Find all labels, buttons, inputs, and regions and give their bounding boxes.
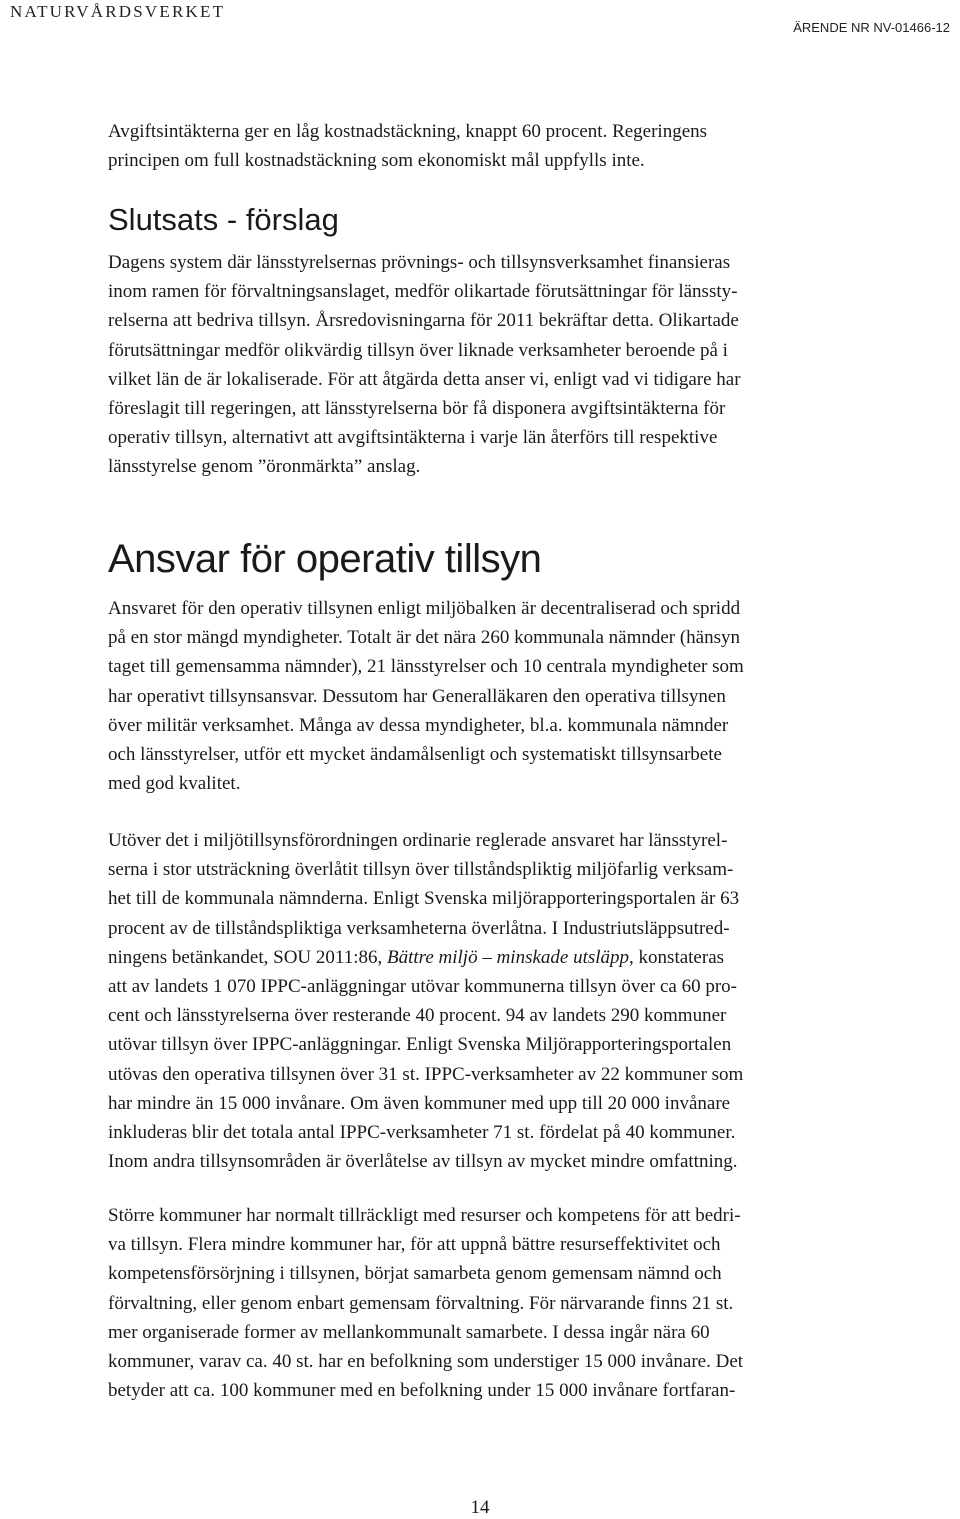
text-line: cent och länsstyrelserna över resterande 40 procent. 94 av landets 290 kommuner: [108, 1005, 727, 1027]
section-heading-ansvar: Ansvar för operativ tillsyn: [108, 537, 542, 581]
text-line: procent av de tillståndspliktiga verksamheterna överlåtna. I Industriutsläppsutred-: [108, 917, 730, 939]
text-line: förutsättningar medför olikvärdig tillsyn över liknade verksamheter beroende på i: [108, 339, 728, 361]
text-segment: ningens betänkandet, SOU 2011:86,: [108, 946, 387, 968]
text-line: mer organiserade former av mellankommunalt samarbete. I dessa ingår nära 60: [108, 1321, 710, 1343]
text-line: har mindre än 15 000 invånare. Om även kommuner med upp till 20 000 invånare: [108, 1092, 731, 1114]
text-line: serna i stor utsträckning överlåtit tillsyn över tillståndspliktig miljöfarlig verksam-: [108, 859, 734, 881]
text-line: utövas den operativa tillsynen över 31 st. IPPC-verksamheter av 22 kommuner som: [108, 1063, 744, 1085]
text-line: Dagens system där länsstyrelsernas prövnings- och tillsynsverksamhet finansieras: [108, 252, 731, 273]
text-line: inom ramen för förvaltningsanslaget, medför olikartade förutsättningar för länssty-: [108, 281, 738, 303]
text-line: operativ tillsyn, alternativt att avgiftsintäkterna i varje län återförs till respektive: [108, 427, 718, 449]
intro-paragraph: [108, 117, 848, 175]
text-line: Utöver det i miljötillsynsförordningen ordinarie reglerade ansvaret har länsstyrel-: [108, 830, 728, 851]
text-line: förvaltning, eller genom enbart gemensam förvaltning. För närvarande finns 21 st.: [108, 1292, 734, 1314]
text-line: över militär verksamhet. Många av dessa myndigheter, bl.a. kommunala nämnder: [108, 714, 729, 736]
text-line: med god kvalitet.: [108, 773, 241, 795]
text-line: att av landets 1 070 IPPC-anläggningar utövar kommunerna tillsyn över ca 60 pro-: [108, 976, 737, 998]
ansvar-paragraph-1: [108, 594, 848, 798]
text-line: Ansvaret för den operativ tillsynen enligt miljöbalken är decentraliserad och spridd: [108, 598, 741, 619]
text-line: Avgiftsintäkterna ger en låg kostnadstäckning, knappt 60 procent. Regeringens: [108, 121, 708, 142]
text-line: och länsstyrelser, utför ett mycket ändamålsenligt och systematiskt tillsynsarbete: [108, 744, 722, 766]
text-line: va tillsyn. Flera mindre kommuner har, för att uppnå bättre resurseffektivitet och: [108, 1234, 721, 1256]
case-number: ÄRENDE NR NV-01466-12: [793, 20, 950, 35]
organization-name: NATURVÅRDSVERKET: [10, 2, 226, 21]
text-line: har operativt tillsynsansvar. Dessutom har Generalläkaren den operativa tillsynen: [108, 685, 726, 707]
text-line: kommuner, varav ca. 40 st. har en befolkning som understiger 15 000 invånare. Det: [108, 1351, 744, 1373]
text-line: länsstyrelse genom ”öronmärkta” anslag.: [108, 456, 421, 478]
text-line: utövar tillsyn över IPPC-anläggningar. Enligt Svenska Miljörapporteringsportalen: [108, 1034, 732, 1056]
slutsats-paragraph: [108, 248, 848, 482]
report-title: Bättre miljö – minskade utsläpp: [386, 946, 630, 968]
text-line: inkluderas blir det totala antal IPPC-verksamheter 71 st. fördelat på 40 kommuner.: [108, 1122, 736, 1144]
section-heading-slutsats: Slutsats - förslag: [108, 202, 339, 237]
text-line: Inom andra tillsynsområden är överlåtelse av tillsyn av mycket mindre omfattning.: [108, 1151, 738, 1173]
text-line: het till de kommunala nämnderna. Enligt Svenska miljörapporteringsportalen är 63: [108, 888, 740, 910]
ansvar-paragraph-2: [108, 826, 848, 1176]
page-number: 14: [470, 1497, 490, 1518]
text-line: [108, 943, 848, 972]
text-segment: , konstateras: [629, 946, 725, 968]
ansvar-paragraph-3: [108, 1201, 848, 1405]
text-line: vilket län de är lokaliserade. För att åtgärda detta anser vi, enligt vad vi tidigare har: [108, 368, 741, 390]
text-line: principen om full kostnadstäckning som ekonomiskt mål uppfylls inte.: [108, 150, 645, 172]
text-line: kompetensförsörjning i tillsynen, börjat samarbeta genom gemensam nämnd och: [108, 1263, 722, 1285]
text-line: relserna att bedriva tillsyn. Årsredovisningarna för 2011 bekräftar detta. Olikartade: [108, 310, 739, 332]
text-line: på en stor mängd myndigheter. Totalt är det nära 260 kommunala nämnder (hänsyn: [108, 627, 741, 649]
text-line: taget till gemensamma nämnder), 21 länsstyrelser och 10 centrala myndigheter som: [108, 656, 744, 678]
text-line: Större kommuner har normalt tillräckligt med resurser och kompetens för att bedri-: [108, 1205, 741, 1226]
text-line: betyder att ca. 100 kommuner med en befolkning under 15 000 invånare fortfaran-: [108, 1380, 736, 1402]
text-line: föreslagit till regeringen, att länsstyrelserna bör få disponera avgiftsintäkterna för: [108, 398, 726, 420]
